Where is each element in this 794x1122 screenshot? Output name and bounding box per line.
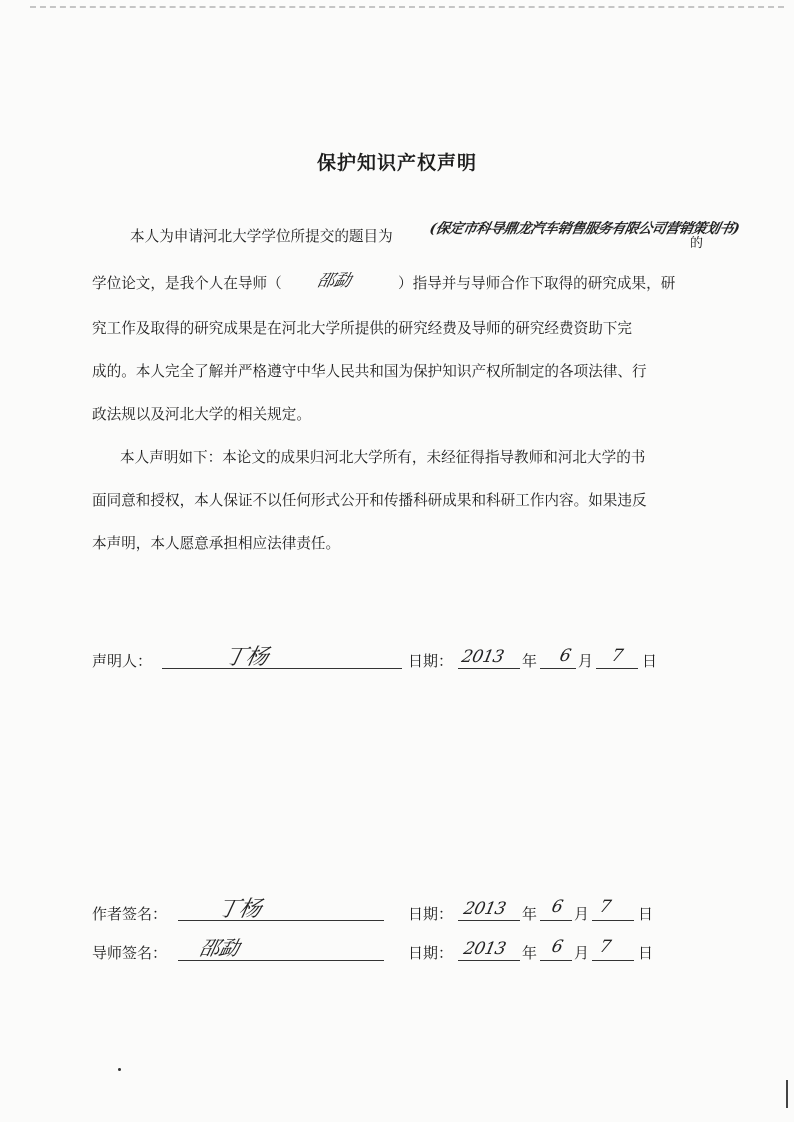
scan-edge-artifact xyxy=(786,1080,788,1108)
advisor-label: 导师签名： xyxy=(92,944,168,962)
para1-line2-suffix: ）指导并与导师合作下取得的研究成果，研 xyxy=(398,275,676,292)
scan-artifact-top xyxy=(30,6,784,8)
declarant-month: 6 xyxy=(557,646,573,666)
para1-line3: 究工作及取得的研究成果是在河北大学所提供的研究经费及导师的研究经费资助下完 xyxy=(92,320,632,337)
para1-line1-suffix: 的 xyxy=(690,236,704,251)
author-month-unit: 月 xyxy=(574,905,590,923)
page-title: 保护知识产权声明 xyxy=(316,152,477,174)
advisor-month: 6 xyxy=(549,937,565,957)
advisor-year: 2013 xyxy=(461,939,508,959)
declarant-label: 声明人： xyxy=(92,652,153,670)
para1-line2-prefix: 学位论文，是我个人在导师（ xyxy=(92,275,282,292)
author-day-line xyxy=(592,920,634,921)
advisor-year-line xyxy=(458,960,520,961)
author-day: 7 xyxy=(597,897,613,917)
advisor-day-unit: 日 xyxy=(638,944,654,962)
author-month-line xyxy=(540,920,572,921)
declarant-month-unit: 月 xyxy=(578,652,594,670)
advisor-year-unit: 年 xyxy=(522,944,538,962)
para2-line3: 本声明，本人愿意承担相应法律责任。 xyxy=(92,535,341,552)
advisor-month-unit: 月 xyxy=(574,944,590,962)
para2-line2: 面同意和授权，本人保证不以任何形式公开和传播科研成果和科研工作内容。如果违反 xyxy=(92,492,647,509)
author-month: 6 xyxy=(549,897,565,917)
author-date-label: 日期： xyxy=(408,905,454,923)
advisor-day-line xyxy=(592,960,634,961)
declarant-year: 2013 xyxy=(459,647,506,667)
declarant-month-line xyxy=(540,668,576,669)
author-year-line xyxy=(458,920,520,921)
advisor-name-handwritten: 邵勐 xyxy=(315,271,353,291)
thesis-title-handwritten: (保定市科导鼎龙汽车销售服务有限公司营销策划书) xyxy=(428,221,741,237)
para1-line1-prefix: 本人为申请河北大学学位所提交的题目为 xyxy=(130,228,393,245)
para1-line4: 成的。本人完全了解并严格遵守中华人民共和国为保护知识产权所制定的各项法律、行 xyxy=(92,363,647,380)
advisor-month-line xyxy=(540,960,572,961)
author-label: 作者签名： xyxy=(92,905,168,923)
declarant-signature-line xyxy=(162,668,402,669)
advisor-date-label: 日期： xyxy=(408,944,454,962)
declarant-row xyxy=(92,650,152,671)
para2-line1: 本人声明如下：本论文的成果归河北大学所有，未经征得指导教师和河北大学的书 xyxy=(120,449,646,466)
declarant-day-unit: 日 xyxy=(642,652,658,670)
declarant-day: 7 xyxy=(609,646,625,666)
declarant-year-unit: 年 xyxy=(522,652,538,670)
author-year-unit: 年 xyxy=(522,905,538,923)
author-signature: 丁杨 xyxy=(214,897,264,922)
advisor-signature: 邵勐 xyxy=(197,936,242,960)
declarant-day-line xyxy=(596,668,638,669)
scan-speck xyxy=(118,1068,121,1071)
advisor-day: 7 xyxy=(597,937,613,957)
author-signature-line xyxy=(178,920,384,921)
declarant-year-line xyxy=(458,668,520,669)
para1-line5: 政法规以及河北大学的相关规定。 xyxy=(92,406,311,423)
author-year: 2013 xyxy=(461,899,508,919)
declarant-signature: 丁杨 xyxy=(221,645,271,670)
author-day-unit: 日 xyxy=(638,905,654,923)
declarant-date-label: 日期： xyxy=(408,652,454,670)
